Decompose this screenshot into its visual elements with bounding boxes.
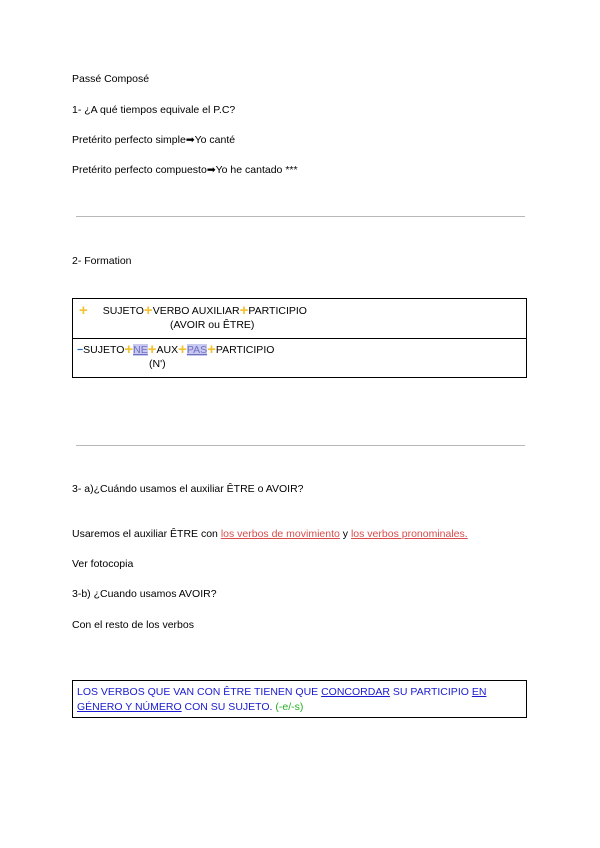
participio-label: PARTICIPIO (215, 344, 275, 356)
answer-3a-conjunction: y (339, 528, 351, 540)
ne-elision-note: (N') (149, 358, 166, 370)
ne-label: NE (133, 344, 148, 356)
concordar-link[interactable]: CONCORDAR (321, 686, 390, 698)
participio-label: PARTICIPIO (248, 305, 307, 317)
example-compound: Yo he cantado *** (215, 164, 298, 176)
plus-icon: + (147, 341, 157, 358)
auxiliar-note: (AVOIR ou ÊTRE) (170, 319, 255, 331)
ver-fotocopia: Ver fotocopia (72, 558, 134, 570)
arrow-right-icon: ➡ (206, 164, 216, 176)
negative-row (73, 339, 526, 377)
link-verbos-pronominales[interactable]: los verbos pronominales. (350, 528, 468, 540)
sujeto-label: SUJETO (102, 305, 144, 317)
verbo-auxiliar-label: VERBO AUXILIAR (152, 305, 240, 317)
divider (76, 445, 525, 446)
question-3b: 3-b) ¿Cuando usamos AVOIR? (72, 588, 217, 600)
note-part-2: SU PARTICIPIO (389, 686, 472, 698)
minus-icon: − (77, 344, 84, 356)
divider (76, 216, 525, 217)
tense-compound: Pretérito perfecto compuesto (72, 164, 207, 176)
sujeto-label: SUJETO (83, 344, 125, 356)
link-verbos-movimiento[interactable]: los verbos de movimiento (220, 528, 340, 540)
formation-table (72, 298, 527, 378)
tense-simple: Pretérito perfecto simple (72, 134, 186, 146)
plus-icon: + (239, 302, 249, 319)
plus-icon: + (124, 341, 134, 358)
arrow-right-icon: ➡ (185, 134, 195, 146)
question-2: 2- Formation (72, 255, 132, 267)
equivalence-line-2 (72, 164, 298, 176)
note-part-1: LOS VERBOS QUE VAN CON ÊTRE TIENEN QUE (77, 686, 322, 698)
question-3a: 3- a)¿Cuándo usamos el auxiliar ÊTRE o AVOIR? (72, 483, 304, 495)
page-title: Passé Composé (72, 73, 150, 85)
note-text (77, 685, 522, 715)
affirmative-row (73, 299, 526, 339)
en-link[interactable]: EN (471, 686, 487, 698)
equivalence-line-1 (72, 134, 235, 146)
plus-icon: + (207, 341, 216, 358)
note-part-3: CON SU SUJETO. (181, 701, 276, 713)
answer-3a-text: Usaremos el auxiliar ÊTRE con (72, 528, 221, 540)
pas-label: PAS (186, 344, 208, 356)
genero-numero-link[interactable]: GÉNERO Y NÚMERO (77, 701, 182, 713)
answer-3b: Con el resto de los verbos (72, 619, 194, 631)
example-simple: Yo canté (194, 134, 236, 146)
question-1: 1- ¿A qué tiempos equivale el P.C? (72, 104, 236, 116)
answer-3a (72, 528, 468, 540)
plus-icon: + (143, 302, 153, 319)
note-box (72, 680, 527, 718)
plus-icon: + (79, 302, 88, 319)
plus-icon: + (178, 341, 187, 358)
agreement-suffix: (-e/-s) (275, 701, 304, 713)
aux-label: AUX (156, 344, 179, 356)
